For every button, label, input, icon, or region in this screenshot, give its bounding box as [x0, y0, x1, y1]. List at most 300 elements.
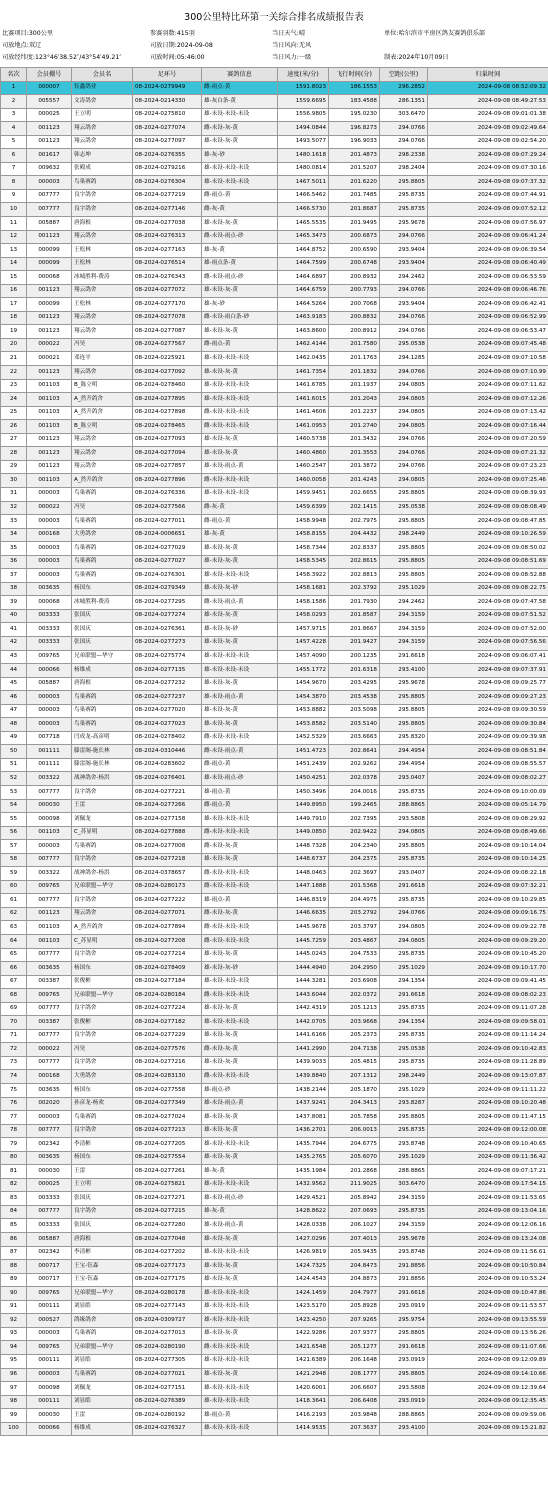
table-row[interactable]	[1, 271, 548, 285]
table-cell: 12	[1, 230, 27, 244]
table-cell: 53	[1, 785, 27, 799]
table-row[interactable]	[1, 1287, 548, 1301]
table-cell: 286.1351	[380, 95, 428, 109]
table-row[interactable]	[1, 1151, 548, 1165]
table-cell: 王雷	[72, 1409, 133, 1423]
table-row[interactable]	[1, 501, 548, 515]
table-cell: 雄-未设-灰-黄	[202, 217, 278, 231]
table-cell: 08-2024-0277305	[133, 1354, 202, 1368]
table-row[interactable]	[1, 555, 548, 569]
table-cell: 000003	[27, 487, 72, 501]
table-cell: 26	[1, 420, 27, 434]
table-cell: 雌-雨点-黄	[202, 338, 278, 352]
table-row[interactable]	[1, 447, 548, 461]
table-row[interactable]	[1, 122, 548, 136]
table-row[interactable]	[1, 1395, 548, 1409]
table-row[interactable]	[1, 1016, 548, 1030]
table-cell: 2024-09-08 09:07:16.44	[428, 420, 548, 434]
table-cell: 200.6873	[329, 230, 380, 244]
table-cell: 08-2024-0276401	[133, 772, 202, 786]
table-cell: 63	[1, 921, 27, 935]
info-field: 当日天气:晴	[272, 28, 305, 40]
table-cell: 杨维成	[72, 1422, 133, 1436]
table-row[interactable]	[1, 1314, 548, 1328]
table-cell: 雄-未设-未设-未设	[202, 650, 278, 664]
table-row[interactable]	[1, 704, 548, 718]
table-cell: 良宇鸽舍	[72, 1205, 133, 1219]
table-cell: 2024-09-08 09:17:54.15	[428, 1178, 548, 1192]
table-row[interactable]	[1, 772, 548, 786]
table-cell: 295.8805	[380, 1111, 428, 1125]
table-cell: 6	[1, 149, 27, 163]
table-cell: 007718	[27, 731, 72, 745]
table-cell: 雌-未设-灰-黄	[202, 1043, 278, 1057]
table-row[interactable]	[1, 582, 548, 596]
table-row[interactable]	[1, 785, 548, 799]
table-row[interactable]	[1, 718, 548, 732]
table-cell: 203.4538	[329, 691, 380, 705]
table-cell: 雄-雨点-黄	[202, 1409, 278, 1423]
table-row[interactable]	[1, 108, 548, 122]
table-cell: 2024-09-08 09:10:14.25	[428, 853, 548, 867]
table-cell: 43	[1, 650, 27, 664]
table-row[interactable]	[1, 826, 548, 840]
table-cell: 90	[1, 1287, 27, 1301]
table-cell: 鸟巢赛鸽	[72, 704, 133, 718]
table-cell: 23	[1, 379, 27, 393]
table-cell: 201.2043	[329, 393, 380, 407]
table-cell: 雄-未设-未设-未设	[202, 1354, 278, 1368]
table-cell: 08-2024-0276301	[133, 569, 202, 583]
table-row[interactable]	[1, 975, 548, 989]
table-row[interactable]	[1, 406, 548, 420]
table-row[interactable]	[1, 230, 548, 244]
table-row[interactable]	[1, 1354, 548, 1368]
table-row[interactable]	[1, 542, 548, 556]
table-cell: 1461.4606	[278, 406, 329, 420]
table-cell: 1460.5738	[278, 433, 329, 447]
table-cell: 雌-未设-未设-未设	[202, 1341, 278, 1355]
table-cell: 1458.8155	[278, 528, 329, 542]
table-row[interactable]	[1, 1192, 548, 1206]
table-row[interactable]	[1, 894, 548, 908]
column-header: 名次	[1, 68, 27, 82]
table-cell: 295.9678	[380, 217, 428, 231]
table-cell: 001123	[27, 447, 72, 461]
table-row[interactable]	[1, 460, 548, 474]
table-row[interactable]	[1, 636, 548, 650]
table-row[interactable]	[1, 257, 548, 271]
table-cell: 08-2024-0280178	[133, 1287, 202, 1301]
table-cell: 鸟巢赛鸽	[72, 691, 133, 705]
table-cell: 08-2024-0277898	[133, 406, 202, 420]
table-cell: 雄-雨点-黄	[202, 785, 278, 799]
table-cell: 雄-未设-未设-未设	[202, 569, 278, 583]
table-cell: 000066	[27, 664, 72, 678]
table-row[interactable]	[1, 1409, 548, 1423]
table-cell: 1463.9183	[278, 311, 329, 325]
table-cell: 002342	[27, 1246, 72, 1260]
table-cell: 94	[1, 1341, 27, 1355]
table-cell: 08-2024-0279216	[133, 162, 202, 176]
table-row[interactable]	[1, 1205, 548, 1219]
table-cell: 1448.7328	[278, 840, 329, 854]
table-row[interactable]	[1, 1070, 548, 1084]
table-cell: 08-2024-0277092	[133, 366, 202, 380]
table-cell: 202.8615	[329, 555, 380, 569]
table-cell: 201.4873	[329, 149, 380, 163]
table-cell: 295.1029	[380, 1084, 428, 1098]
table-row[interactable]	[1, 1165, 548, 1179]
table-cell: 08-2024-0277229	[133, 1029, 202, 1043]
table-row[interactable]	[1, 162, 548, 176]
table-row[interactable]	[1, 907, 548, 921]
table-row[interactable]	[1, 799, 548, 813]
table-cell: 64	[1, 935, 27, 949]
table-cell: 1436.2701	[278, 1124, 329, 1138]
table-row[interactable]	[1, 677, 548, 691]
table-row[interactable]	[1, 1002, 548, 1016]
table-row[interactable]	[1, 1341, 548, 1355]
table-row[interactable]	[1, 95, 548, 109]
table-cell: 1448.0463	[278, 867, 329, 881]
table-cell: 1421.2948	[278, 1368, 329, 1382]
table-row[interactable]	[1, 1043, 548, 1057]
table-row[interactable]	[1, 1382, 548, 1396]
table-cell: 295.8320	[380, 731, 428, 745]
table-cell: 2024-09-08 09:07:52.12	[428, 203, 548, 217]
table-row[interactable]	[1, 81, 548, 95]
table-cell: 201.3553	[329, 447, 380, 461]
table-cell: 张国庆	[72, 623, 133, 637]
table-cell: 007777	[27, 203, 72, 217]
table-cell: 08-2024-0277175	[133, 1273, 202, 1287]
table-cell: 雄-雨点-砂	[202, 1084, 278, 1098]
table-cell: 2024-09-08 09:07:20.59	[428, 433, 548, 447]
table-row[interactable]	[1, 338, 548, 352]
table-cell: 295.8735	[380, 853, 428, 867]
table-cell: 雄-未设-灰-黄	[202, 284, 278, 298]
table-cell: 294.0805	[380, 935, 428, 949]
table-cell: 294.4954	[380, 758, 428, 772]
table-row[interactable]	[1, 664, 548, 678]
table-row[interactable]	[1, 1422, 548, 1436]
table-cell: 294.0805	[380, 474, 428, 488]
info-field: 当日风向:无风	[272, 40, 311, 52]
table-row[interactable]	[1, 1368, 548, 1382]
table-cell: 08-2024-0277023	[133, 718, 202, 732]
table-cell: 1439.9033	[278, 1056, 329, 1070]
table-cell: 2024-09-08 09:12:06.16	[428, 1219, 548, 1233]
table-row[interactable]	[1, 853, 548, 867]
table-row[interactable]	[1, 325, 548, 339]
table-row[interactable]	[1, 1124, 548, 1138]
table-cell: 200.8912	[329, 325, 380, 339]
table-row[interactable]	[1, 176, 548, 190]
table-cell: 刘佩龙	[72, 813, 133, 827]
table-cell: 009765	[27, 989, 72, 1003]
table-cell: 000003	[27, 569, 72, 583]
table-row[interactable]	[1, 596, 548, 610]
table-cell: 08-2024-0277170	[133, 298, 202, 312]
table-cell: 08-2024-0276361	[133, 623, 202, 637]
table-cell: 30	[1, 474, 27, 488]
table-row[interactable]	[1, 284, 548, 298]
table-cell: 291.6618	[380, 989, 428, 1003]
table-row[interactable]	[1, 366, 548, 380]
table-row[interactable]	[1, 379, 548, 393]
table-row[interactable]	[1, 609, 548, 623]
table-cell: 295.8735	[380, 785, 428, 799]
table-cell: 293.8748	[380, 1138, 428, 1152]
table-cell: 1449.8950	[278, 799, 329, 813]
table-cell: 294.0766	[380, 433, 428, 447]
table-row[interactable]	[1, 528, 548, 542]
table-cell: 2024-09-08 09:13:07.87	[428, 1070, 548, 1084]
table-cell: 000022	[27, 338, 72, 352]
table-cell: 61	[1, 894, 27, 908]
table-row[interactable]	[1, 745, 548, 759]
table-row[interactable]	[1, 691, 548, 705]
table-cell: 41	[1, 623, 27, 637]
table-row[interactable]	[1, 433, 548, 447]
table-row[interactable]	[1, 1327, 548, 1341]
table-cell: 000003	[27, 176, 72, 190]
table-row[interactable]	[1, 135, 548, 149]
table-cell: 291.8856	[380, 1273, 428, 1287]
table-row[interactable]	[1, 1084, 548, 1098]
table-cell: 2024-09-08 09:07:10.58	[428, 352, 548, 366]
table-cell: 92	[1, 1314, 27, 1328]
table-row[interactable]	[1, 1178, 548, 1192]
report-info	[0, 28, 548, 64]
table-cell: 007777	[27, 1002, 72, 1016]
table-cell: 295.8805	[380, 515, 428, 529]
table-cell: 203.6908	[329, 975, 380, 989]
table-cell: 2024-09-08 09:08:22.18	[428, 867, 548, 881]
table-cell: 294.0766	[380, 135, 428, 149]
table-cell: 08-2024-0277213	[133, 1124, 202, 1138]
table-row[interactable]	[1, 298, 548, 312]
table-cell: 大勇鸽舍	[72, 528, 133, 542]
table-cell: 201.7485	[329, 189, 380, 203]
table-cell: 雌-未设-未设-未设	[202, 731, 278, 745]
table-cell: 1462.4144	[278, 338, 329, 352]
table-row[interactable]	[1, 244, 548, 258]
table-cell: 鸟巢赛鸽	[72, 542, 133, 556]
table-cell: 000003	[27, 691, 72, 705]
table-cell: 74	[1, 1070, 27, 1084]
table-row[interactable]	[1, 311, 548, 325]
table-cell: 冰城胜利-费涛	[72, 271, 133, 285]
table-row[interactable]	[1, 1300, 548, 1314]
table-cell: 1446.6635	[278, 907, 329, 921]
table-row[interactable]	[1, 921, 548, 935]
table-cell: 207.4013	[329, 1233, 380, 1247]
table-cell: 1458.1586	[278, 596, 329, 610]
table-row[interactable]	[1, 650, 548, 664]
table-row[interactable]	[1, 393, 548, 407]
table-cell: 003635	[27, 582, 72, 596]
table-row[interactable]	[1, 1029, 548, 1043]
table-cell: 雄-未设-灰-黄	[202, 1273, 278, 1287]
table-cell: 001123	[27, 230, 72, 244]
table-cell: 201.2237	[329, 406, 380, 420]
table-cell: 201.2868	[329, 1165, 380, 1179]
table-cell: 203.9848	[329, 1409, 380, 1423]
table-cell: 295.8805	[380, 555, 428, 569]
table-cell: 294.0766	[380, 284, 428, 298]
table-row[interactable]	[1, 962, 548, 976]
table-cell: 08-2024-0277888	[133, 826, 202, 840]
table-row[interactable]	[1, 935, 548, 949]
table-row[interactable]	[1, 352, 548, 366]
table-cell: 207.1312	[329, 1070, 380, 1084]
table-row[interactable]	[1, 149, 548, 163]
table-cell: 08-2024-0277143	[133, 1300, 202, 1314]
table-cell: 295.8805	[380, 176, 428, 190]
info-line	[0, 28, 548, 40]
table-row[interactable]	[1, 989, 548, 1003]
table-cell: 303.6470	[380, 108, 428, 122]
table-cell: 雄-未设-未设-未设	[202, 487, 278, 501]
table-row[interactable]	[1, 1233, 548, 1247]
table-row[interactable]	[1, 867, 548, 881]
table-cell: 58	[1, 853, 27, 867]
table-row[interactable]	[1, 813, 548, 827]
table-cell: 000098	[27, 1382, 72, 1396]
table-cell: 1464.7599	[278, 257, 329, 271]
table-cell: 62	[1, 907, 27, 921]
table-cell: 08-2024-0280192	[133, 1409, 202, 1423]
table-cell: 1423.4250	[278, 1314, 329, 1328]
table-cell: 08-2024-0277011	[133, 515, 202, 529]
table-cell: 1437.9241	[278, 1097, 329, 1111]
table-row[interactable]	[1, 880, 548, 894]
table-cell: 70	[1, 1016, 27, 1030]
table-cell: 294.1354	[380, 975, 428, 989]
table-cell: 08-2024-0277094	[133, 447, 202, 461]
table-cell: 1457.4228	[278, 636, 329, 650]
table-cell: 294.0766	[380, 366, 428, 380]
table-cell: 45	[1, 677, 27, 691]
table-cell: 2024-09-08 09:10:26.59	[428, 528, 548, 542]
table-cell: 17	[1, 298, 27, 312]
table-cell: 000003	[27, 1368, 72, 1382]
table-row[interactable]	[1, 515, 548, 529]
table-row[interactable]	[1, 840, 548, 854]
table-cell: 雌-未设-未设-未设	[202, 989, 278, 1003]
table-cell: 雄-未设-雨点-砂	[202, 772, 278, 786]
table-cell: 冯昊	[72, 1043, 133, 1057]
table-row[interactable]	[1, 189, 548, 203]
table-row[interactable]	[1, 1097, 548, 1111]
table-cell: 294.0805	[380, 420, 428, 434]
table-cell: 08-2024-0277271	[133, 1192, 202, 1206]
table-row[interactable]	[1, 203, 548, 217]
table-row[interactable]	[1, 1056, 548, 1070]
table-cell: 08-2024-0277158	[133, 813, 202, 827]
table-row[interactable]	[1, 1273, 548, 1287]
table-cell: 08-2024-0277567	[133, 338, 202, 352]
table-row[interactable]	[1, 1260, 548, 1274]
table-cell: 08-2024-0283130	[133, 1070, 202, 1084]
table-cell: 2024-09-08 09:07:44.91	[428, 189, 548, 203]
table-cell: 52	[1, 772, 27, 786]
table-cell: 08-2024-0277021	[133, 1368, 202, 1382]
table-cell: 294.3159	[380, 1219, 428, 1233]
table-cell: 1432.9562	[278, 1178, 329, 1192]
table-cell: 雄-灰-黄	[202, 244, 278, 258]
table-cell: 翔云鸽舍	[72, 433, 133, 447]
table-row[interactable]	[1, 1219, 548, 1233]
table-row[interactable]	[1, 487, 548, 501]
table-cell: 211.9025	[329, 1178, 380, 1192]
table-cell: 293.9404	[380, 257, 428, 271]
table-row[interactable]	[1, 1138, 548, 1152]
table-cell: 13	[1, 244, 27, 258]
table-cell: 206.6607	[329, 1382, 380, 1396]
table-cell: 295.9678	[380, 1233, 428, 1247]
table-cell: 293.0919	[380, 1395, 428, 1409]
table-cell: 兄弟联盟—华守	[72, 1341, 133, 1355]
table-cell: 雌-未设-未设-未设	[202, 406, 278, 420]
table-cell: 000022	[27, 501, 72, 515]
table-cell: 唐海根	[72, 677, 133, 691]
table-row[interactable]	[1, 474, 548, 488]
table-cell: 79	[1, 1138, 27, 1152]
table-cell: 203.5140	[329, 718, 380, 732]
table-cell: 202.7975	[329, 515, 380, 529]
table-cell: 08-2024-0277038	[133, 217, 202, 231]
table-cell: 009632	[27, 162, 72, 176]
table-cell: 雌-未设-雨点-砂	[202, 271, 278, 285]
table-cell: 鸟巢赛鸽	[72, 840, 133, 854]
table-cell: 王立明	[72, 1178, 133, 1192]
table-row[interactable]	[1, 569, 548, 583]
table-row[interactable]	[1, 758, 548, 772]
table-cell: 良宇鸽舍	[72, 948, 133, 962]
table-cell: 08-2024-0277218	[133, 853, 202, 867]
table-cell: 08-2024-0276355	[133, 149, 202, 163]
table-cell: 000098	[27, 813, 72, 827]
table-cell: 08-2024-0280190	[133, 1341, 202, 1355]
table-cell: 298.2449	[380, 528, 428, 542]
table-cell: 1435.7944	[278, 1138, 329, 1152]
table-cell: 1445.9678	[278, 921, 329, 935]
table-cell: 57	[1, 840, 27, 854]
table-cell: 78	[1, 1124, 27, 1138]
table-row[interactable]	[1, 217, 548, 231]
table-cell: 201.8587	[329, 609, 380, 623]
table-row[interactable]	[1, 948, 548, 962]
table-cell: 295.8805	[380, 691, 428, 705]
table-cell: 2024-09-08 09:06:42.41	[428, 298, 548, 312]
table-cell: 1464.6759	[278, 284, 329, 298]
table-row[interactable]	[1, 731, 548, 745]
table-row[interactable]	[1, 1111, 548, 1125]
table-cell: 295.8805	[380, 704, 428, 718]
table-row[interactable]	[1, 623, 548, 637]
table-cell: 雄-未设-未设-未设	[202, 379, 278, 393]
table-cell: 翔云鸽舍	[72, 907, 133, 921]
table-row[interactable]	[1, 1246, 548, 1260]
table-cell: 2024-09-08 09:10:29.85	[428, 894, 548, 908]
table-cell: 王宝-钰森	[72, 1260, 133, 1274]
table-cell: 001103	[27, 826, 72, 840]
table-row[interactable]	[1, 420, 548, 434]
table-cell: 001103	[27, 393, 72, 407]
